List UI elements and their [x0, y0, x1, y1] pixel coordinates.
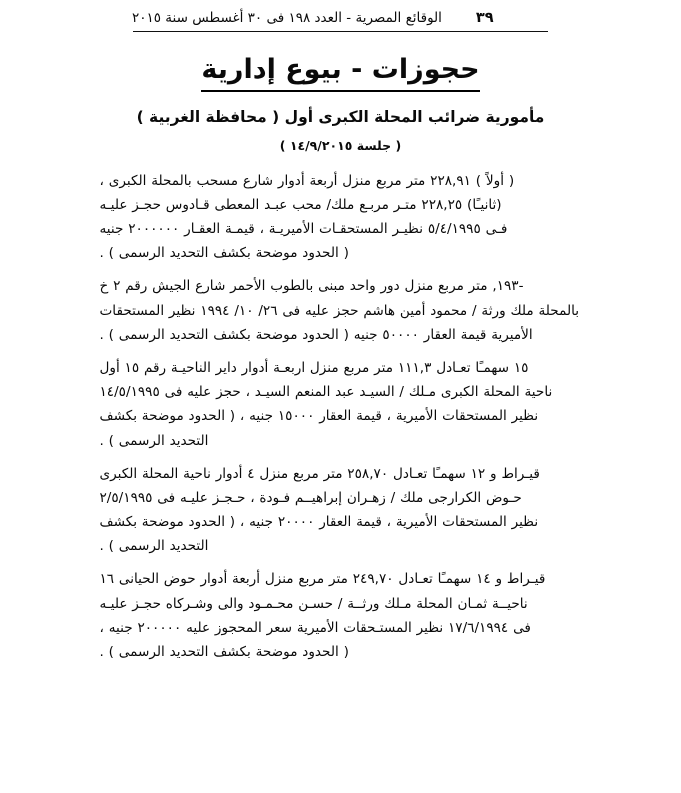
entry-3-line-2: ناحية المحلة الكبرى مـلك / السيـد عبد المنعم السيـد ، حجز عليه فى ١٤/٥/١٩٩٥ [99, 384, 553, 401]
entry-3 [100, 356, 582, 453]
session-line: ( جلسة ١٤/٩/٢٠١٥ ) [279, 137, 402, 153]
entry-3-line-4: التحديد الرسمى ) . [99, 432, 209, 449]
entry-3-line-1: ١٥ سهمـًا تعـادل ١١١,٣ متر مربع منزل اربعـة أدوار داير الناحيـة رقم ١٥ أول [99, 359, 529, 376]
page-subtitle: مأمورية ضرائب المحلة الكبرى أول ( محافظة الغربية ) [136, 107, 545, 126]
document-page [0, 9, 681, 791]
entry-4-line-4: التحديد الرسمى ) . [99, 538, 209, 555]
page-title: حجوزات - بيوع إدارية [201, 54, 479, 91]
entry-5-line-1: قيـراط و ١٤ سهمـًا تعـادل ٢٤٩,٧٠ متر مربع منزل أربعة أدوار حوض الحيانى ١٦ [99, 571, 546, 588]
entry-4-line-2: حـوض الكرارجى ملك / زهـران إبراهيــم فـودة ، حـجـز عليـه فى ٢/٥/١٩٩٥ [99, 489, 522, 506]
entry-4-line-1: قيـراط و ١٢ سهمـًا تعـادل ٢٥٨,٧٠ متر مربع منزل ٤ أدوار ناحية المحلة الكبرى [99, 465, 540, 482]
running-header [132, 9, 549, 27]
entry-5-line-4: ( الحدود موضحة بكشف التحديد الرسمى ) . [99, 644, 349, 661]
entry-1-line-4: ( الحدود موضحة بكشف التحديد الرسمى ) . [99, 245, 349, 262]
page-title-wrap [0, 54, 681, 91]
header-divider [133, 31, 548, 32]
entry-4-line-3: نظير المستحقات الأميرية ، قيمة العقار ٢٠٠٠٠ جنيه ، ( الحدود موضحة بكشف [99, 514, 539, 531]
entry-4 [100, 462, 582, 559]
document-body [100, 169, 582, 665]
entry-1 [100, 169, 582, 266]
page-number: ٣٩ [475, 10, 494, 26]
entry-3-line-3: نظير المستحقات الأميرية ، قيمة العقار ١٥٠٠٠ جنيه ، ( الحدود موضحة بكشف [99, 408, 539, 425]
entry-2-line-3: الأميرية قيمة العقار ٥٠٠٠٠ جنيه ( الحدود موضحة بكشف التحديد الرسمى ) . [99, 326, 533, 343]
publication-line: الوقائع المصرية - العدد ١٩٨ فى ٣٠ أغسطس سنة ٢٠١٥ [132, 10, 442, 26]
entry-5-line-2: ناحيــة ثمـان المحلة مـلك ورثــة / حسـن محـمـود والى وشـركاه حجـز عليـه [99, 595, 528, 612]
entry-5 [100, 567, 582, 664]
page-bottom-margin [0, 673, 681, 793]
entry-1-line-2: (ثانيـًا) ٢٢٨,٢٥ متـر مربـع ملك/ محب عبـد المعطى قـادوس حجـز عليـه [99, 196, 502, 213]
entry-1-line-1: ( أولاً ) ٢٢٨,٩١ متر مربع منزل أربعة أدوار شارع مسحب بالمحلة الكبرى ، [99, 172, 515, 189]
entry-1-line-3: فـى ٥/٤/١٩٩٥ نظيـر المستحقـات الأميريـة ، قيمـة العقـار ٢٠٠٠٠٠٠ جنيه [99, 221, 508, 238]
entry-2-line-2: بالمحلة ملك ورثة / محمود أمين هاشم حجز عليه فى ٢٦/ ١٠/ ١٩٩٤ نظير المستحقات [99, 302, 580, 319]
entry-2 [100, 274, 582, 347]
entry-5-line-3: فى ١٧/٦/١٩٩٤ نظير المستـحقات الأميرية سعر المحجوز عليه ٢٠٠٠٠٠ جنيه ، [99, 619, 531, 636]
entry-2-line-1: -١٩٣, متر مربع منزل دور واحد مبنى بالطوب الأحمر شارع الجيش رقم ٢ خ [99, 278, 524, 295]
